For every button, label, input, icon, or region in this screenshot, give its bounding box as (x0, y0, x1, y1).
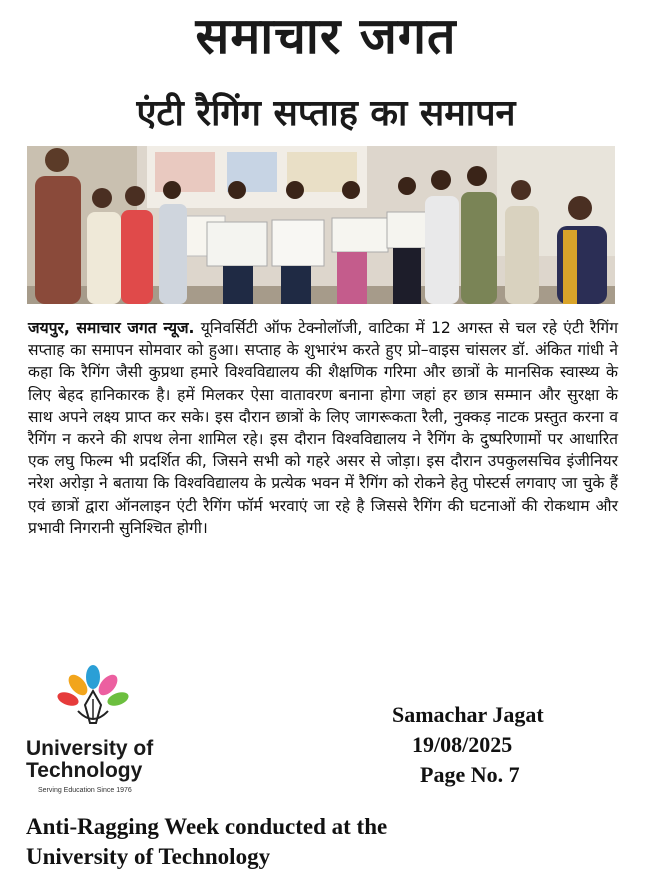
article-dateline: जयपुर, समाचार जगत न्यूज. (28, 319, 195, 337)
logo-tagline: Serving Education Since 1976 (38, 787, 132, 794)
lotus-pen-icon (56, 665, 130, 731)
article-body (28, 317, 618, 539)
logo-name-line2: Technology (26, 759, 143, 782)
article-text: यूनिवर्सिटी ऑफ टेक्नोलॉजी, वाटिका में 12 अगस्त से चल रहे एंटी रैगिंग सप्ताह का समापन सोमवार को हुआ। सप्ताह के शुभारंभ करते हुए प्रो–वाइस चांसलर डॉ. अंकित गांधी ने कहा कि रैगिंग जैसी कुप्रथा हमारे विश्वविद्यालय की शैक्षणिक गरिमा और छात्रों के मानसिक स्वास्थ्य के लिए बेहद हानिकारक है। हमें मिलकर ऐसा वातावरण बनाना होगा जहां हर छात्र सम्मान और सुरक्षा के साथ अपने लक्ष्य प्राप्त कर सके। इस दौरान छात्रों के लिए जागरूकता रैली, नुक्कड़ नाटक प्रस्तुत करना व रैगिंग न करने की शपथ लेना शामिल रहे। इस दौरान विश्वविद्यालय ने रैगिंग के दुष्परिणामों पर आधारित एक लघु फिल्म भी प्रदर्शित की, जिसने सभी को गहरे असर से जोड़ा। इस दौरान उपकुलसचिव इंजीनियर नरेश अरोड़ा ने बताया कि विश्वविद्यालय के प्रत्येक भवन में रैगिंग को रोकने हेतु पोस्टर्स लगवाए जा चुके हैं एवं छात्रों द्वारा ऑनलाइन एंटी रैगिंग फॉर्म भरवाएं जा रहे है जिससे रैगिंग की घटनाओं की रोकथाम और प्रभावी निगरानी सुनिश्चित होगी। (28, 319, 618, 537)
university-logo (26, 665, 176, 800)
source-name: Samachar Jagat (392, 702, 544, 727)
article-headline: एंटी रैगिंग सप्ताह का समापन (136, 93, 516, 134)
source-info (380, 700, 600, 790)
caption-line1: Anti-Ragging Week conducted at the (26, 814, 388, 839)
logo-petal (86, 665, 100, 689)
event-photo (27, 146, 615, 304)
english-caption (26, 812, 626, 872)
newspaper-masthead: समाचार जगत (195, 7, 457, 65)
caption-line2: University of Technology (26, 844, 271, 869)
source-page: Page No. 7 (420, 762, 520, 787)
source-date: 19/08/2025 (412, 732, 513, 757)
logo-name-line1: University of (26, 737, 154, 760)
logo-wordmark (26, 738, 176, 782)
